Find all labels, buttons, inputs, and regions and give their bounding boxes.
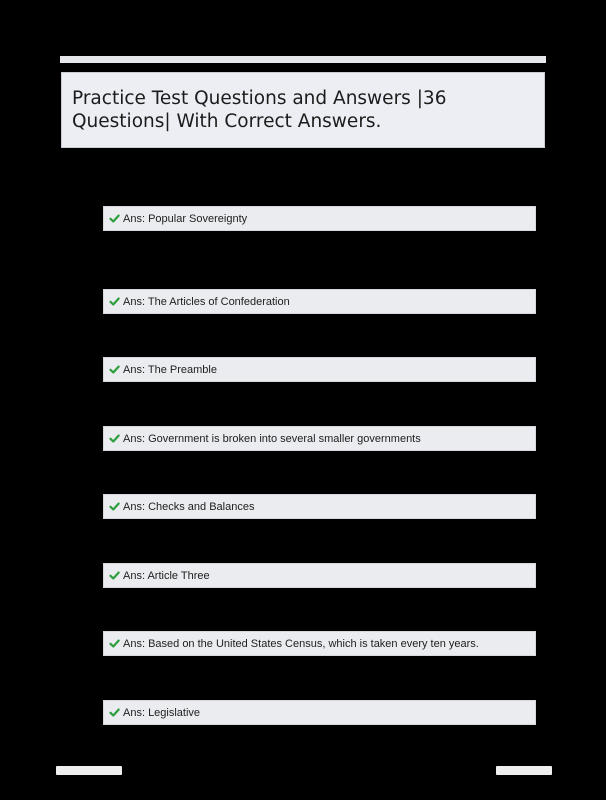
document-title: Practice Test Questions and Answers |36 Questions| With Correct Answers. xyxy=(72,88,447,132)
answer-text: Ans: Legislative xyxy=(123,706,201,719)
answer-text: Ans: The Articles of Confederation xyxy=(123,295,290,308)
answer-box xyxy=(103,700,536,725)
check-icon xyxy=(109,570,120,581)
answer-text: Ans: Checks and Balances xyxy=(123,500,255,513)
check-icon xyxy=(109,296,120,307)
answer-box xyxy=(103,206,536,231)
answer-text: Ans: Article Three xyxy=(123,569,210,582)
check-icon xyxy=(109,501,120,512)
header-rule xyxy=(60,56,546,63)
answer-box xyxy=(103,563,536,588)
answer-text: Ans: Based on the United States Census, which is taken every ten years. xyxy=(123,637,479,650)
answer-text: Ans: Government is broken into several smaller governments xyxy=(123,432,421,445)
answer-text: Ans: Popular Sovereignty xyxy=(123,212,248,225)
answer-box xyxy=(103,631,536,656)
answer-box xyxy=(103,289,536,314)
answer-box xyxy=(103,494,536,519)
title-box xyxy=(61,72,545,148)
answer-text: Ans: The Preamble xyxy=(123,363,217,376)
footer-watermark xyxy=(56,766,122,775)
check-icon xyxy=(109,707,120,718)
check-icon xyxy=(109,638,120,649)
check-icon xyxy=(109,433,120,444)
check-icon xyxy=(109,364,120,375)
answer-box xyxy=(103,426,536,451)
answer-box xyxy=(103,357,536,382)
footer-page-number xyxy=(496,766,552,775)
check-icon xyxy=(109,213,120,224)
